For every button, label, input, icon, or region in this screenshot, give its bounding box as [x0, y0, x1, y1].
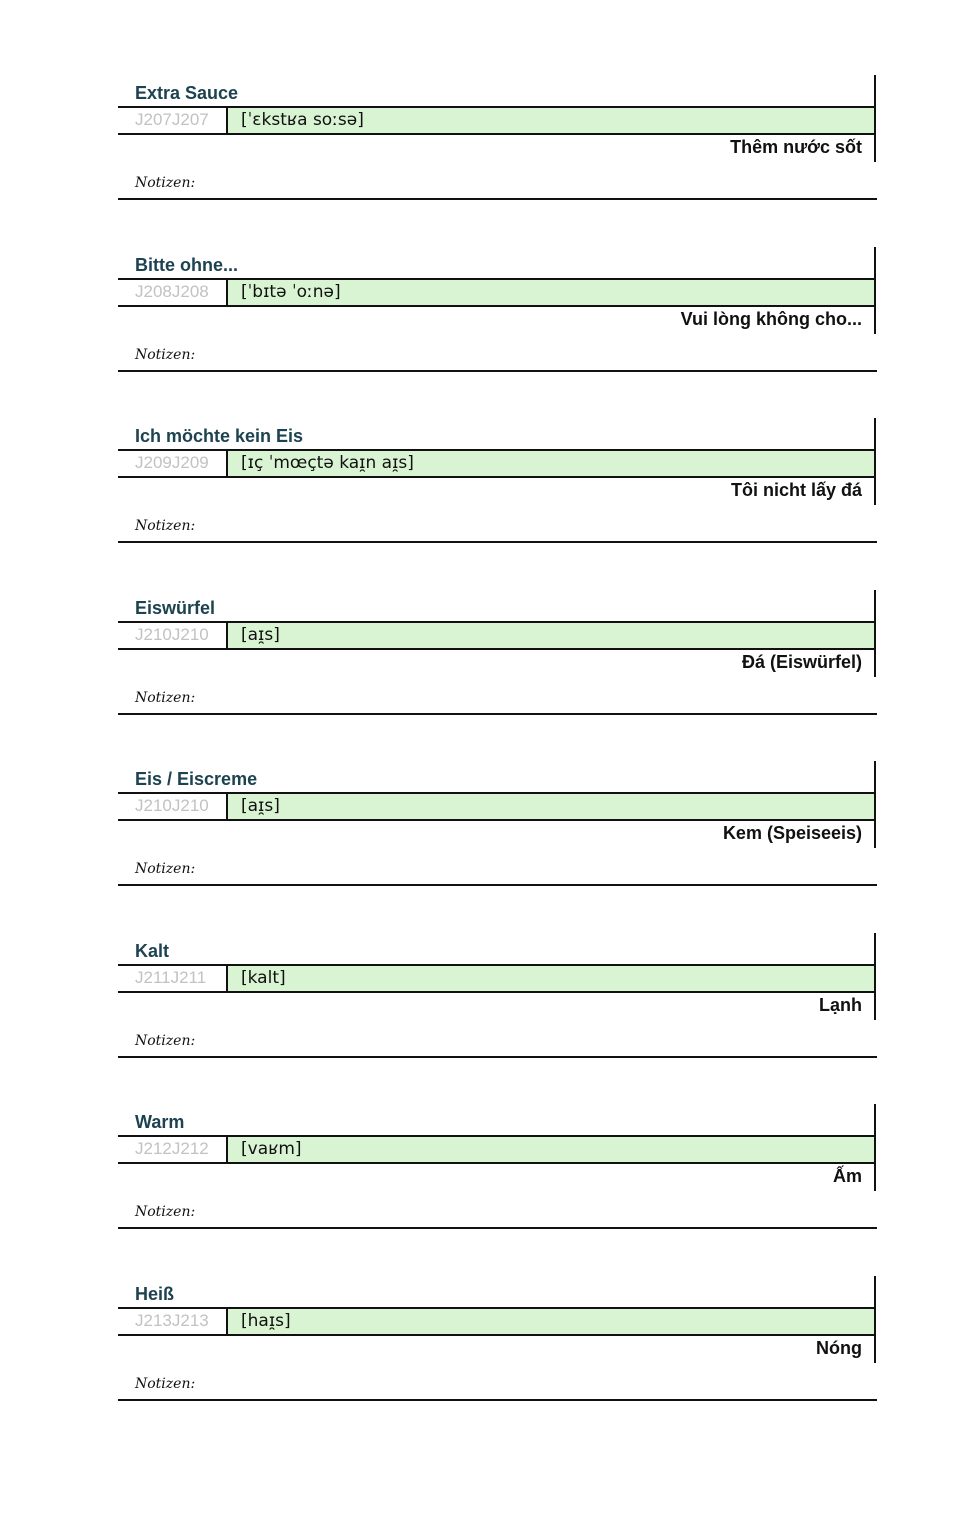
ipa-transcription: [haɪ̯s] [241, 1311, 291, 1331]
right-rule [874, 761, 876, 793]
ipa-transcription: [kalt] [241, 968, 286, 988]
notes-label: Notizen: [135, 690, 196, 706]
ipa-transcription: [aɪ̯s] [241, 796, 280, 816]
notes-line [118, 713, 877, 715]
notes-line [118, 1227, 877, 1229]
notes-label: Notizen: [135, 861, 196, 877]
notes-line [118, 198, 877, 200]
right-rule [874, 1276, 876, 1308]
ipa-transcription: [ˈɛkstʁa soːsə] [241, 110, 364, 130]
right-rule [874, 1104, 876, 1136]
notes-label: Notizen: [135, 518, 196, 534]
entry-code: J212J212 [135, 1139, 209, 1158]
code-row [118, 964, 876, 993]
code-row [118, 792, 876, 821]
right-rule [874, 933, 876, 965]
vocab-entry [118, 1276, 878, 1404]
notes-line [118, 884, 877, 886]
translation: Kem (Speiseeis) [722, 823, 862, 843]
right-rule [874, 418, 876, 450]
entry-code: J210J210 [135, 796, 209, 815]
vocab-entry [118, 590, 878, 718]
headword: Eis / Eiscreme [135, 769, 258, 789]
entry-code: J210J210 [135, 625, 209, 644]
code-row [118, 449, 876, 478]
right-rule [874, 590, 876, 622]
vocab-entry [118, 1104, 878, 1232]
entry-code: J208J208 [135, 282, 209, 301]
right-rule [874, 1336, 876, 1363]
translation: Lạnh [819, 995, 862, 1015]
translation: Thêm nước sốt [730, 137, 862, 157]
headword: Warm [135, 1112, 185, 1132]
notes-line [118, 1399, 877, 1401]
ipa-cell [226, 966, 876, 991]
ipa-transcription: [aɪ̯s] [241, 625, 280, 645]
notes-line [118, 370, 877, 372]
ipa-transcription: [ɪç ˈmœçtə kaɪ̯n aɪ̯s] [241, 453, 414, 473]
notes-line [118, 541, 877, 543]
ipa-cell [226, 1137, 876, 1162]
headword: Kalt [135, 941, 170, 961]
entry-code: J209J209 [135, 453, 209, 472]
notes-label: Notizen: [135, 1204, 196, 1220]
right-rule [874, 1164, 876, 1191]
translation: Nóng [816, 1338, 862, 1358]
ipa-cell [226, 794, 876, 819]
right-rule [874, 307, 876, 334]
right-rule [874, 821, 876, 848]
headword: Eiswürfel [135, 598, 216, 618]
right-rule [874, 478, 876, 505]
translation: Tôi nicht lấy đá [730, 480, 862, 500]
ipa-transcription: [ˈbɪtə ˈoːnə] [241, 282, 341, 302]
ipa-cell [226, 623, 876, 648]
ipa-cell [226, 280, 876, 305]
notes-label: Notizen: [135, 347, 196, 363]
entry-code: J213J213 [135, 1311, 209, 1330]
right-rule [874, 75, 876, 107]
right-rule [874, 993, 876, 1020]
right-rule [874, 247, 876, 279]
code-row [118, 106, 876, 135]
code-row [118, 278, 876, 307]
entry-code: J207J207 [135, 110, 209, 129]
code-row [118, 621, 876, 650]
ipa-cell [226, 1309, 876, 1334]
ipa-cell [226, 108, 876, 133]
notes-label: Notizen: [135, 1376, 196, 1392]
entry-code: J211J211 [135, 968, 207, 987]
ipa-cell [226, 451, 876, 476]
vocab-entry [118, 75, 878, 203]
headword: Heiß [135, 1284, 175, 1304]
headword: Bitte ohne... [135, 255, 238, 275]
notes-label: Notizen: [135, 175, 196, 191]
right-rule [874, 135, 876, 162]
vocab-entry [118, 247, 878, 375]
translation: Đá (Eiswürfel) [741, 652, 862, 672]
notes-line [118, 1056, 877, 1058]
headword: Ich möchte kein Eis [135, 426, 304, 446]
headword: Extra Sauce [135, 83, 239, 103]
code-row [118, 1135, 876, 1164]
vocab-entry [118, 761, 878, 889]
code-row [118, 1307, 876, 1336]
right-rule [874, 650, 876, 677]
translation: Vui lòng không cho... [680, 309, 862, 329]
notes-label: Notizen: [135, 1033, 196, 1049]
translation: Ấm [832, 1166, 862, 1186]
vocab-entry [118, 933, 878, 1061]
vocab-entry [118, 418, 878, 546]
ipa-transcription: [vaʁm] [241, 1139, 302, 1159]
